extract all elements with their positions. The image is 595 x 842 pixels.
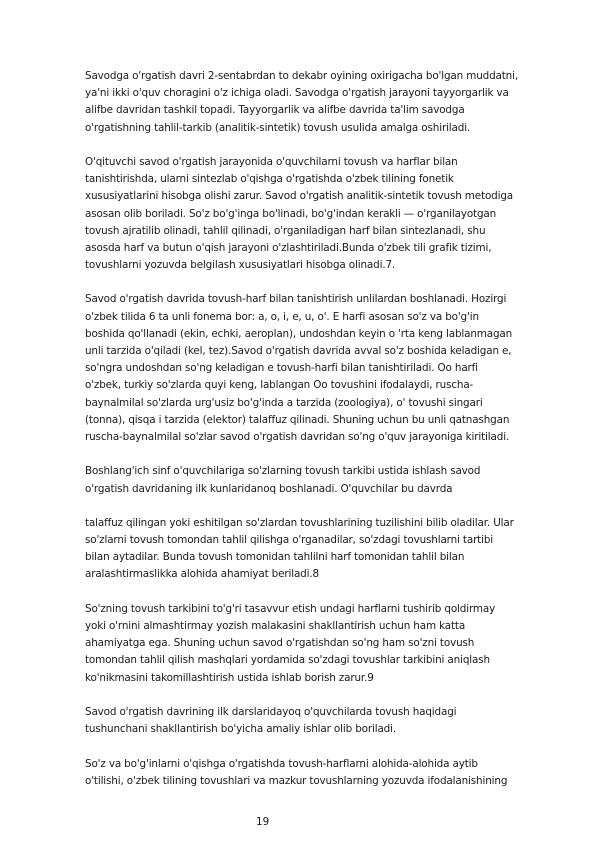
text-line: Savod o'rgatish davrining ilk darslaridayoq o'quvchilarda tovush haqidagi <box>85 705 457 718</box>
text-line: bilan aytadilar. Bunda tovush tomonidan tahlilni harf tomonidan tahlil bilan <box>85 551 465 564</box>
text-line: unli tarzida o'qiladi (kel, tez).Savod o'rgatish davrida avval so'z boshida keladigan e, <box>85 345 512 357</box>
text-line: ahamiyatga ega. Shuning uchun savod o'rgatishdan so'ng ham so'zni tovush <box>85 637 475 650</box>
text-line: talaffuz qilingan yoki eshitilgan so'zlardan tovushlarining tuzilishini bilib oladilar. Ular <box>85 516 514 529</box>
paragraph <box>85 291 575 446</box>
text-line: tovushlarni yozuvda belgilash xususiyatlari hisobga olinadi.7. <box>85 259 396 272</box>
text-line: so'ngra undoshdan so'ng keladigan e tovush-harfi bilan tanishtiriladi. Oo harfi <box>85 362 478 375</box>
text-line: Boshlang'ich sinf o'quvchilariga so'zlarning tovush tarkibi ustida ishlash savod <box>85 465 481 478</box>
paragraph <box>85 756 575 790</box>
text-line: xususiyatlarini hisobga olishi zarur. Savod o'rgatish analitik-sintetik tovush metodiga <box>85 190 513 203</box>
text-line: tushunchani shakllantirish bo'yicha amaliy ishlar olib boriladi. <box>85 723 396 736</box>
page-number: 19 <box>256 816 270 828</box>
text-line: boshida qo'llanadi (ekin, echki, aeroplan), undoshdan keyin o 'rta keng lablanmagan <box>85 327 513 340</box>
paragraph-gap <box>85 137 575 154</box>
text-line: asosda harf va butun o'qish jarayoni o'zlashtiriladi.Bunda o'zbek tili grafik tizimi, <box>85 241 492 254</box>
text-line: baynalmilal so'zlarda urg'usiz bo'g'inda a tarzida (zoologiya), o' tovushi singari <box>85 396 483 409</box>
paragraph <box>85 601 575 687</box>
text-line: alifbe davridan tashkil topadi. Tayyorgarlik va alifbe davrida ta'lim savodga <box>85 104 465 117</box>
body-text <box>85 68 575 790</box>
paragraph <box>85 154 575 274</box>
text-line: So'z va bo'g'inlarni o'qishga o'rgatishda tovush-harflarni alohida-alohida aytib <box>85 757 478 770</box>
text-line: ko'nikmasini takomillashtirish ustida ishlab borish zarur.9 <box>85 671 374 684</box>
paragraph-gap <box>85 584 575 601</box>
paragraph-gap <box>85 738 575 755</box>
paragraph <box>85 463 575 497</box>
text-line: o'tilishi, o'zbek tilining tovushlari va mazkur tovushlarning yozuvda ifodalanishining <box>85 774 508 787</box>
text-line: O'qituvchi savod o'rgatish jarayonida o'quvchilarni tovush va harflar bilan <box>85 155 458 168</box>
text-line: ruscha-baynalmilal so'zlar savod o'rgatish davridan so'ng o'quv jarayoniga kiritiladi. <box>85 430 510 443</box>
text-line: yoki o'rnini almashtirmay yozish malakasini shakllantirish uchun ham katta <box>85 620 466 632</box>
text-line: ya'ni ikki o'quv choragini o'z ichiga oladi. Savodga o'rgatish jarayoni tayyorgarlik va <box>85 87 509 100</box>
paragraph-gap <box>85 498 575 515</box>
text-line: o'rgatish davridaning ilk kunlaridanoq boshlanadi. O'quvchilar bu davrda <box>85 482 453 495</box>
text-line: so'zlarni tovush tomondan tahlil qilishga o'rganadilar, so'zdagi tovushlarni tartibi <box>85 534 494 547</box>
text-line: tanishtirishda, ularni sintezlab o'qishga o'rgatishda o'zbek tilining fonetik <box>85 173 454 186</box>
text-line: Savod o'rgatish davrida tovush-harf bilan tanishtirish unlilardan boshlanadi. Hozirgi <box>85 293 507 306</box>
text-line: Savodga o'rgatish davri 2-sentabrdan to dekabr oyining oxirigacha bo'lgan muddatni, <box>85 70 518 82</box>
text-line: tovush ajratilib olinadi, tahlil qilinadi, o'rganiladigan harf bilan sintezlanadi, shu <box>85 224 486 237</box>
text-line: o'zbek, turkiy so'zlarda quyi keng, lablangan Oo tovushini ifodalaydi, ruscha- <box>85 379 474 392</box>
text-line: tomondan tahlil qilish mashqlari yordamida so'zdagi tovushlar tarkibini aniqlash <box>85 654 490 667</box>
paragraph <box>85 68 575 137</box>
paragraph-gap <box>85 274 575 291</box>
paragraph <box>85 704 575 738</box>
text-line: o'rgatishning tahlil-tarkib (analitik-sintetik) tovush usulida amalga oshiriladi. <box>85 121 471 134</box>
paragraph <box>85 515 575 584</box>
paragraph-gap <box>85 687 575 704</box>
text-line: (tonna), qisqa i tarzida (elektor) talaffuz qilinadi. Shuning uchun bu unli qatnashgan <box>85 413 510 426</box>
text-line: asosan olib boriladi. So'z bo'g'inga bo'linadi, bo'g'indan kerakli — o'rganilayotgan <box>85 207 497 220</box>
text-line: o'zbek tilida 6 ta unli fonema bor: a, o, i, e, u, o'. E harfi asosan so'z va bo'g'in <box>85 310 479 323</box>
text-line: So'zning tovush tarkibini to'g'ri tasavvur etish undagi harflarni tushirib qoldirmay <box>85 602 496 615</box>
paragraph-gap <box>85 446 575 463</box>
text-line: aralashtirmaslikka alohida ahamiyat beriladi.8 <box>85 568 319 581</box>
